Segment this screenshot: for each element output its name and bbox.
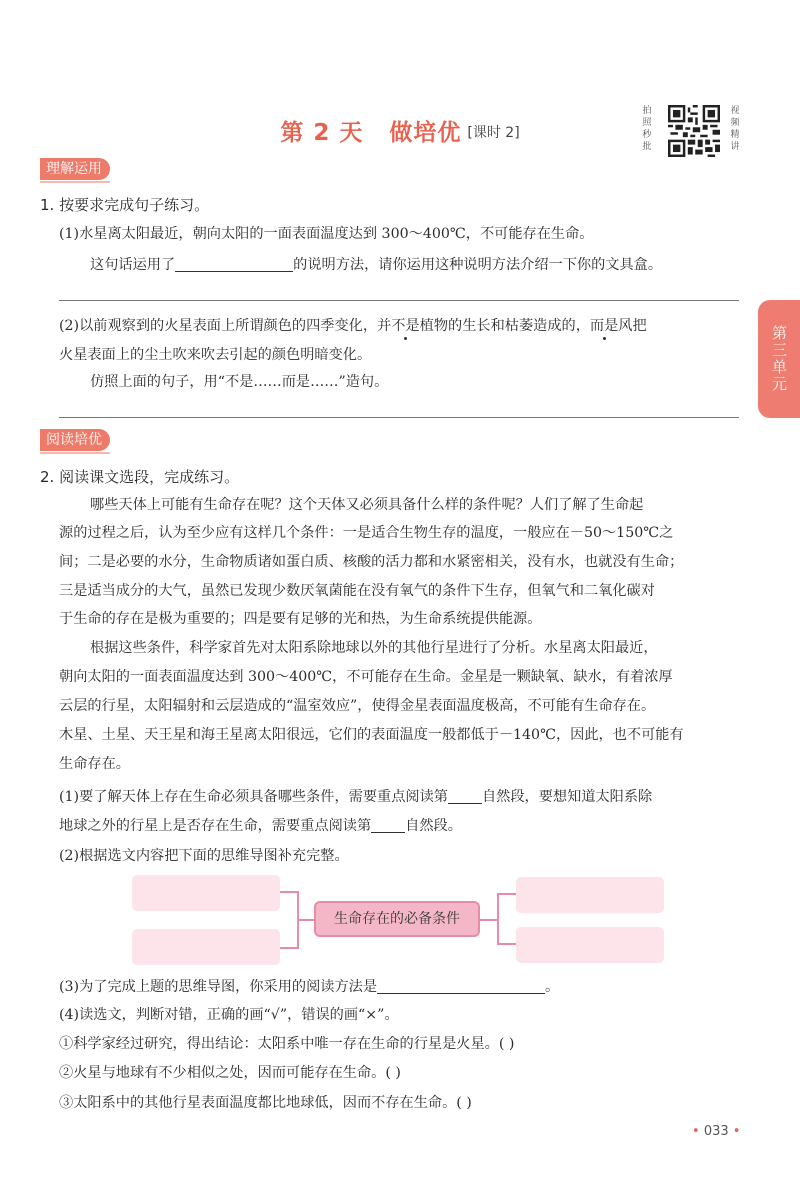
- section-tab-understanding: 理解运用: [40, 158, 110, 180]
- mind-map-blank-bottom-left[interactable]: [132, 929, 280, 965]
- q2-s1-line1-b: 自然段，要想知道太阳系除: [481, 789, 653, 805]
- q1-p1-line2: [90, 255, 662, 275]
- judge-item[interactable]: ①科学家经过研究，得出结论：太阳系中唯一存在生命的行星是火星。( ): [59, 1036, 515, 1052]
- judge-item[interactable]: ②火星与地球有不少相似之处，因而可能存在生命。( ): [59, 1065, 401, 1081]
- q2-s4: (4)读选文，判断对错，正确的画“√”，错误的画“×”。: [59, 1007, 399, 1023]
- q2-heading: 2. 阅读课文选段，完成练习。: [40, 468, 240, 486]
- qr-label-video-lesson: 视频精讲: [730, 106, 740, 152]
- emphasis-not: 不是: [391, 318, 420, 334]
- passage-line: 源的过程之后，认为至少应有这样几个条件：一是适合生物生存的温度，一般应在－50～150℃之: [59, 525, 674, 541]
- q1-p2-line2: 火星表面上的尘土吹来吹去引起的颜色明暗变化。: [59, 347, 372, 363]
- q2-s3-blank[interactable]: [377, 978, 545, 994]
- mind-map-center-node: 生命存在的必备条件: [314, 901, 480, 937]
- q1-p2-line3: 仿照上面的句子，用“不是……而是……”造句。: [90, 374, 389, 390]
- q1-p1-line2-b: 的说明方法，请你运用这种说明方法介绍一下你的文具盒。: [293, 257, 663, 273]
- passage-line: 三是适当成分的大气，虽然已发现少数厌氧菌能在没有氧气的条件下生存，但氧气和二氧化碳对: [59, 583, 655, 599]
- q2-s1-line2: [59, 816, 462, 836]
- mind-map-blank-bottom-right[interactable]: [516, 927, 664, 963]
- page-title-subtitle: 做培优: [389, 120, 462, 146]
- q1-p2-line1-c: 风把: [618, 318, 647, 334]
- page-number-bullet-left: •: [692, 1124, 700, 1139]
- lesson-label: [课时 2]: [467, 125, 520, 141]
- mind-map-blank-top-left[interactable]: [132, 875, 280, 911]
- q2-s3-a: (3)为了完成上题的思维导图，你采用的阅读方法是: [59, 979, 378, 995]
- qr-label-photo-check: 拍照秒批: [642, 106, 652, 152]
- section-tab-reading: 阅读培优: [40, 429, 110, 451]
- q1-p1-line1: (1)水星离太阳最近，朝向太阳的一面表面温度达到 300～400℃，不可能存在生命。: [59, 226, 594, 242]
- q1-answer-line-2[interactable]: [59, 417, 739, 418]
- q2-s1-line2-b: 自然段。: [405, 818, 462, 834]
- page-number-bullet-right: •: [732, 1124, 741, 1139]
- passage-line: 于生命的存在是极为重要的；四是要有足够的光和热，为生命系统提供能源。: [59, 611, 542, 627]
- q2-s3: [59, 977, 559, 997]
- q1-p2-line1: [59, 316, 647, 336]
- emphasis-but: 而是: [589, 318, 619, 334]
- qr-block: [640, 105, 745, 159]
- q1-p2-line1-a: (2)以前观察到的火星表面上所谓颜色的四季变化，并: [59, 318, 392, 334]
- unit-side-tab: 第三单元: [758, 300, 800, 418]
- page-number: [692, 1124, 740, 1139]
- q2-s1-line2-a: 地球之外的行星上是否存在生命，需要重点阅读第: [59, 818, 372, 834]
- q1-p2-line1-b: 植物的生长和枯萎造成的，: [419, 318, 590, 334]
- judge-item[interactable]: ③太阳系中的其他行星表面温度都比地球低，因而不存在生命。( ): [59, 1095, 472, 1111]
- q1-answer-line-1[interactable]: [59, 300, 739, 301]
- page-title-day: 第 2 天: [280, 120, 364, 146]
- q2-s1-blank-1[interactable]: [448, 788, 482, 804]
- q2-s1-blank-2[interactable]: [371, 817, 405, 833]
- q2-s3-b: 。: [545, 979, 560, 995]
- mind-map-blank-top-right[interactable]: [516, 877, 664, 913]
- passage-line: 哪些天体上可能有生命存在呢？这个天体又必须具备什么样的条件呢？人们了解了生命起: [90, 497, 644, 513]
- page-number-value: 033: [703, 1124, 729, 1139]
- q2-s2: (2)根据选文内容把下面的思维导图补充完整。: [59, 848, 349, 864]
- passage-line: 间；二是必要的水分，生命物质诸如蛋白质、核酸的活力都和水紧密相关，没有水，也就没有生命；: [59, 554, 684, 570]
- passage-line: 生命存在。: [59, 756, 130, 772]
- passage-line: 朝向太阳的一面表面温度达到 300～400℃，不可能存在生命。金星是一颗缺氧、缺水，有着浓厚: [59, 669, 673, 685]
- qr-code-icon[interactable]: [668, 105, 720, 157]
- passage-line: 木星、土星、天王星和海王星离太阳很远，它们的表面温度一般都低于－140℃，因此，也不可能有: [59, 727, 684, 743]
- q2-s1-line1: [59, 787, 652, 807]
- q1-method-blank[interactable]: [175, 256, 293, 272]
- q1-p1-line2-a: 这句话运用了: [90, 257, 176, 273]
- mind-map: [132, 872, 664, 968]
- q2-s1-line1-a: (1)要了解天体上存在生命必须具备哪些条件，需要重点阅读第: [59, 789, 448, 805]
- passage-line: 根据这些条件，科学家首先对太阳系除地球以外的其他行星进行了分析。水星离太阳最近，: [90, 640, 658, 656]
- q1-heading: 1. 按要求完成句子练习。: [40, 196, 210, 214]
- passage-line: 云层的行星，太阳辐射和云层造成的“温室效应”，使得金星表面温度极高，不可能有生命存在。: [59, 698, 656, 714]
